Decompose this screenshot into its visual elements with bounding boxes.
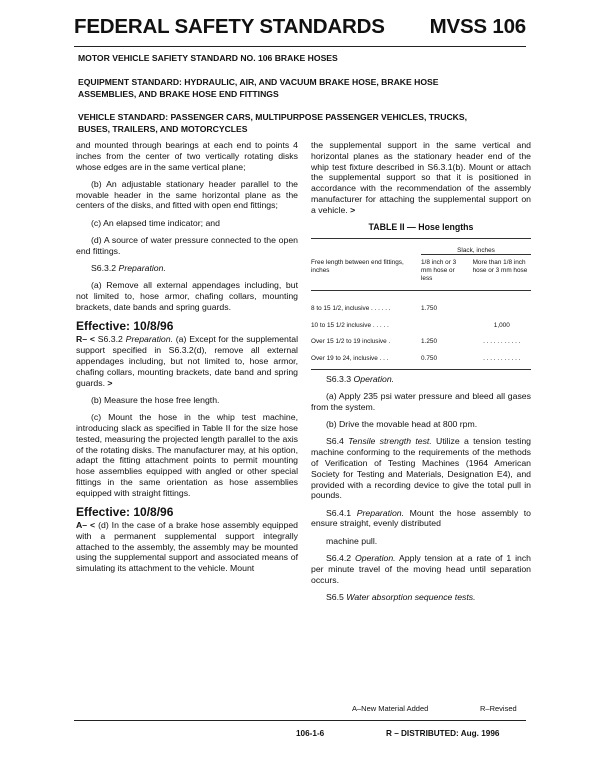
footer-rule bbox=[74, 720, 526, 721]
paragraph: (a) Remove all external appendages including, but not limited to, hose armor, chafing collars, mounting brackets, date bands and spring guards. bbox=[76, 280, 298, 313]
section-heading: S6.5 Water absorption sequence tests. bbox=[326, 591, 476, 602]
added-paragraph: A– < (d) In the case of a brake hose assembly equipped with a permanent supplemental support integrally attached to the assembly, the assembly may be mounted using the supplemental support and associated means of simulating its attachment to the vehicle. Mount bbox=[76, 520, 298, 574]
table-header: 1/8 inch or 3 mm hose or less bbox=[421, 255, 473, 291]
legend-new-material: A–New Material Added bbox=[352, 704, 429, 713]
distribution-date: R – DISTRIBUTED: Aug. 1996 bbox=[386, 729, 500, 738]
table-header: More than 1/8 inch hose or 3 mm hose bbox=[473, 255, 531, 291]
section-heading: S6.3.2 Preparation. bbox=[91, 263, 166, 274]
table-row: Over 19 to 24, inclusive . . . 0.750 . . . . . . . . . . . bbox=[311, 355, 521, 363]
standard-name: MOTOR VEHICLE SAFIETY STANDARD NO. 106 BRAKE HOSES bbox=[78, 53, 338, 63]
left-column bbox=[76, 140, 298, 581]
header-rule bbox=[74, 46, 526, 47]
paragraph: (b) An adjustable stationary header parallel to the movable header in the same horizontal plane as the centers of the disks, and fitted with open end fittings; bbox=[76, 178, 298, 211]
paragraph: S6.4.1 Preparation. Mount the hose assembly to ensure straight, evenly distributed bbox=[311, 507, 531, 529]
paragraph: (d) A source of water pressure connected to the open end fittings. bbox=[76, 235, 298, 256]
revised-paragraph: R– < S6.3.2 Preparation. (a) Except for the supplemental support specified in S6.3.2(d), remove all external appendages including, but not limited to, hose armor, chafing collars, mounting brackets, date band and spring guards. > bbox=[76, 334, 299, 388]
table-row: 8 to 15 1/2, inclusive . . . . . . 1.750 bbox=[311, 291, 531, 313]
table-title: TABLE II — Hose lengths bbox=[368, 222, 474, 233]
paragraph: and mounted through bearings at each end to points 4 inches from the center of two vertically rotating disks whose edges are in the same vertical plane; bbox=[76, 140, 298, 172]
revision-marker: R– < bbox=[76, 334, 95, 345]
paragraph: S6.4.2 Operation. Apply tension at a rate of 1 inch per minute travel of the moving head until separation occurs. bbox=[311, 552, 532, 585]
paragraph: S6.4 Tensile strength test. Utilize a tension testing machine conforming to the requirements of the methods of Verification of Testing Machines (1964 American Society for Testing and Materials, Designation E4), and provided with a recording device to give the total pull in pounds. bbox=[311, 436, 532, 501]
section-heading: S6.3.3 Operation. bbox=[326, 373, 395, 384]
table-row: Over 15 1/2 to 19 inclusive . 1.250 . . . . . . . . . . . bbox=[311, 338, 521, 346]
hose-lengths-table bbox=[311, 238, 531, 370]
paragraph: (a) Apply 235 psi water pressure and bleed all gases from the system. bbox=[311, 390, 531, 412]
table-group-header: Slack, inches bbox=[421, 238, 531, 255]
vehicle-standard: VEHICLE STANDARD: PASSENGER CARS, MULTIPURPOSE PASSENGER VEHICLES, TRUCKS, BUSES, TRAILERS, AND MOTORCYCLES bbox=[78, 112, 467, 134]
paragraph: the supplemental support in the same vertical and horizontal planes as the stationary header end of the whip test fixture described in S6.3.1(b). Mount or attach the supplemental support so that it is positioned in accordance with the recommendation of the assembly manufacturer for attaching the supplemental support on a vehicle. > bbox=[311, 140, 531, 215]
page-number: 106-1-6 bbox=[296, 729, 325, 738]
table-header: Free length between end fittings, inches bbox=[311, 258, 404, 274]
right-column bbox=[311, 140, 531, 609]
header-title: FEDERAL SAFETY STANDARDS bbox=[74, 15, 385, 38]
table-row: 10 to 15 1/2 inclusive . . . . . 1,000 bbox=[311, 321, 510, 329]
paragraph: (c) Mount the hose in the whip test machine, introducing slack as specified in Table II for the size hose tested, measuring the projected length parallel to the axis of the rotating disks. The manufacturer may, at his option, adapt the fitting attachment points to permit mounting hose assemblies equipped with angled or other special fittings in the same orientation as hose assemblies equipped with straight fittings. bbox=[76, 412, 298, 498]
addition-marker: A– < bbox=[76, 520, 96, 531]
page-header bbox=[74, 12, 526, 42]
paragraph: machine pull. bbox=[326, 535, 378, 546]
paragraph: (b) Drive the movable head at 800 rpm. bbox=[326, 419, 478, 430]
paragraph: (b) Measure the hose free length. bbox=[91, 394, 220, 405]
equipment-standard: EQUIPMENT STANDARD: HYDRAULIC, AIR, AND VACUUM BRAKE HOSE, BRAKE HOSE ASSEMBLIES, AND BRAKE HOSE END FITTINGS bbox=[78, 77, 439, 99]
paragraph: (c) An elapsed time indicator; and bbox=[91, 217, 220, 228]
legend-revised: R–Revised bbox=[480, 704, 517, 713]
effective-date-heading: Effective: 10/8/96 bbox=[76, 505, 174, 520]
header-standard-code: MVSS 106 bbox=[429, 15, 526, 38]
effective-date-heading: Effective: 10/8/96 bbox=[76, 319, 174, 334]
